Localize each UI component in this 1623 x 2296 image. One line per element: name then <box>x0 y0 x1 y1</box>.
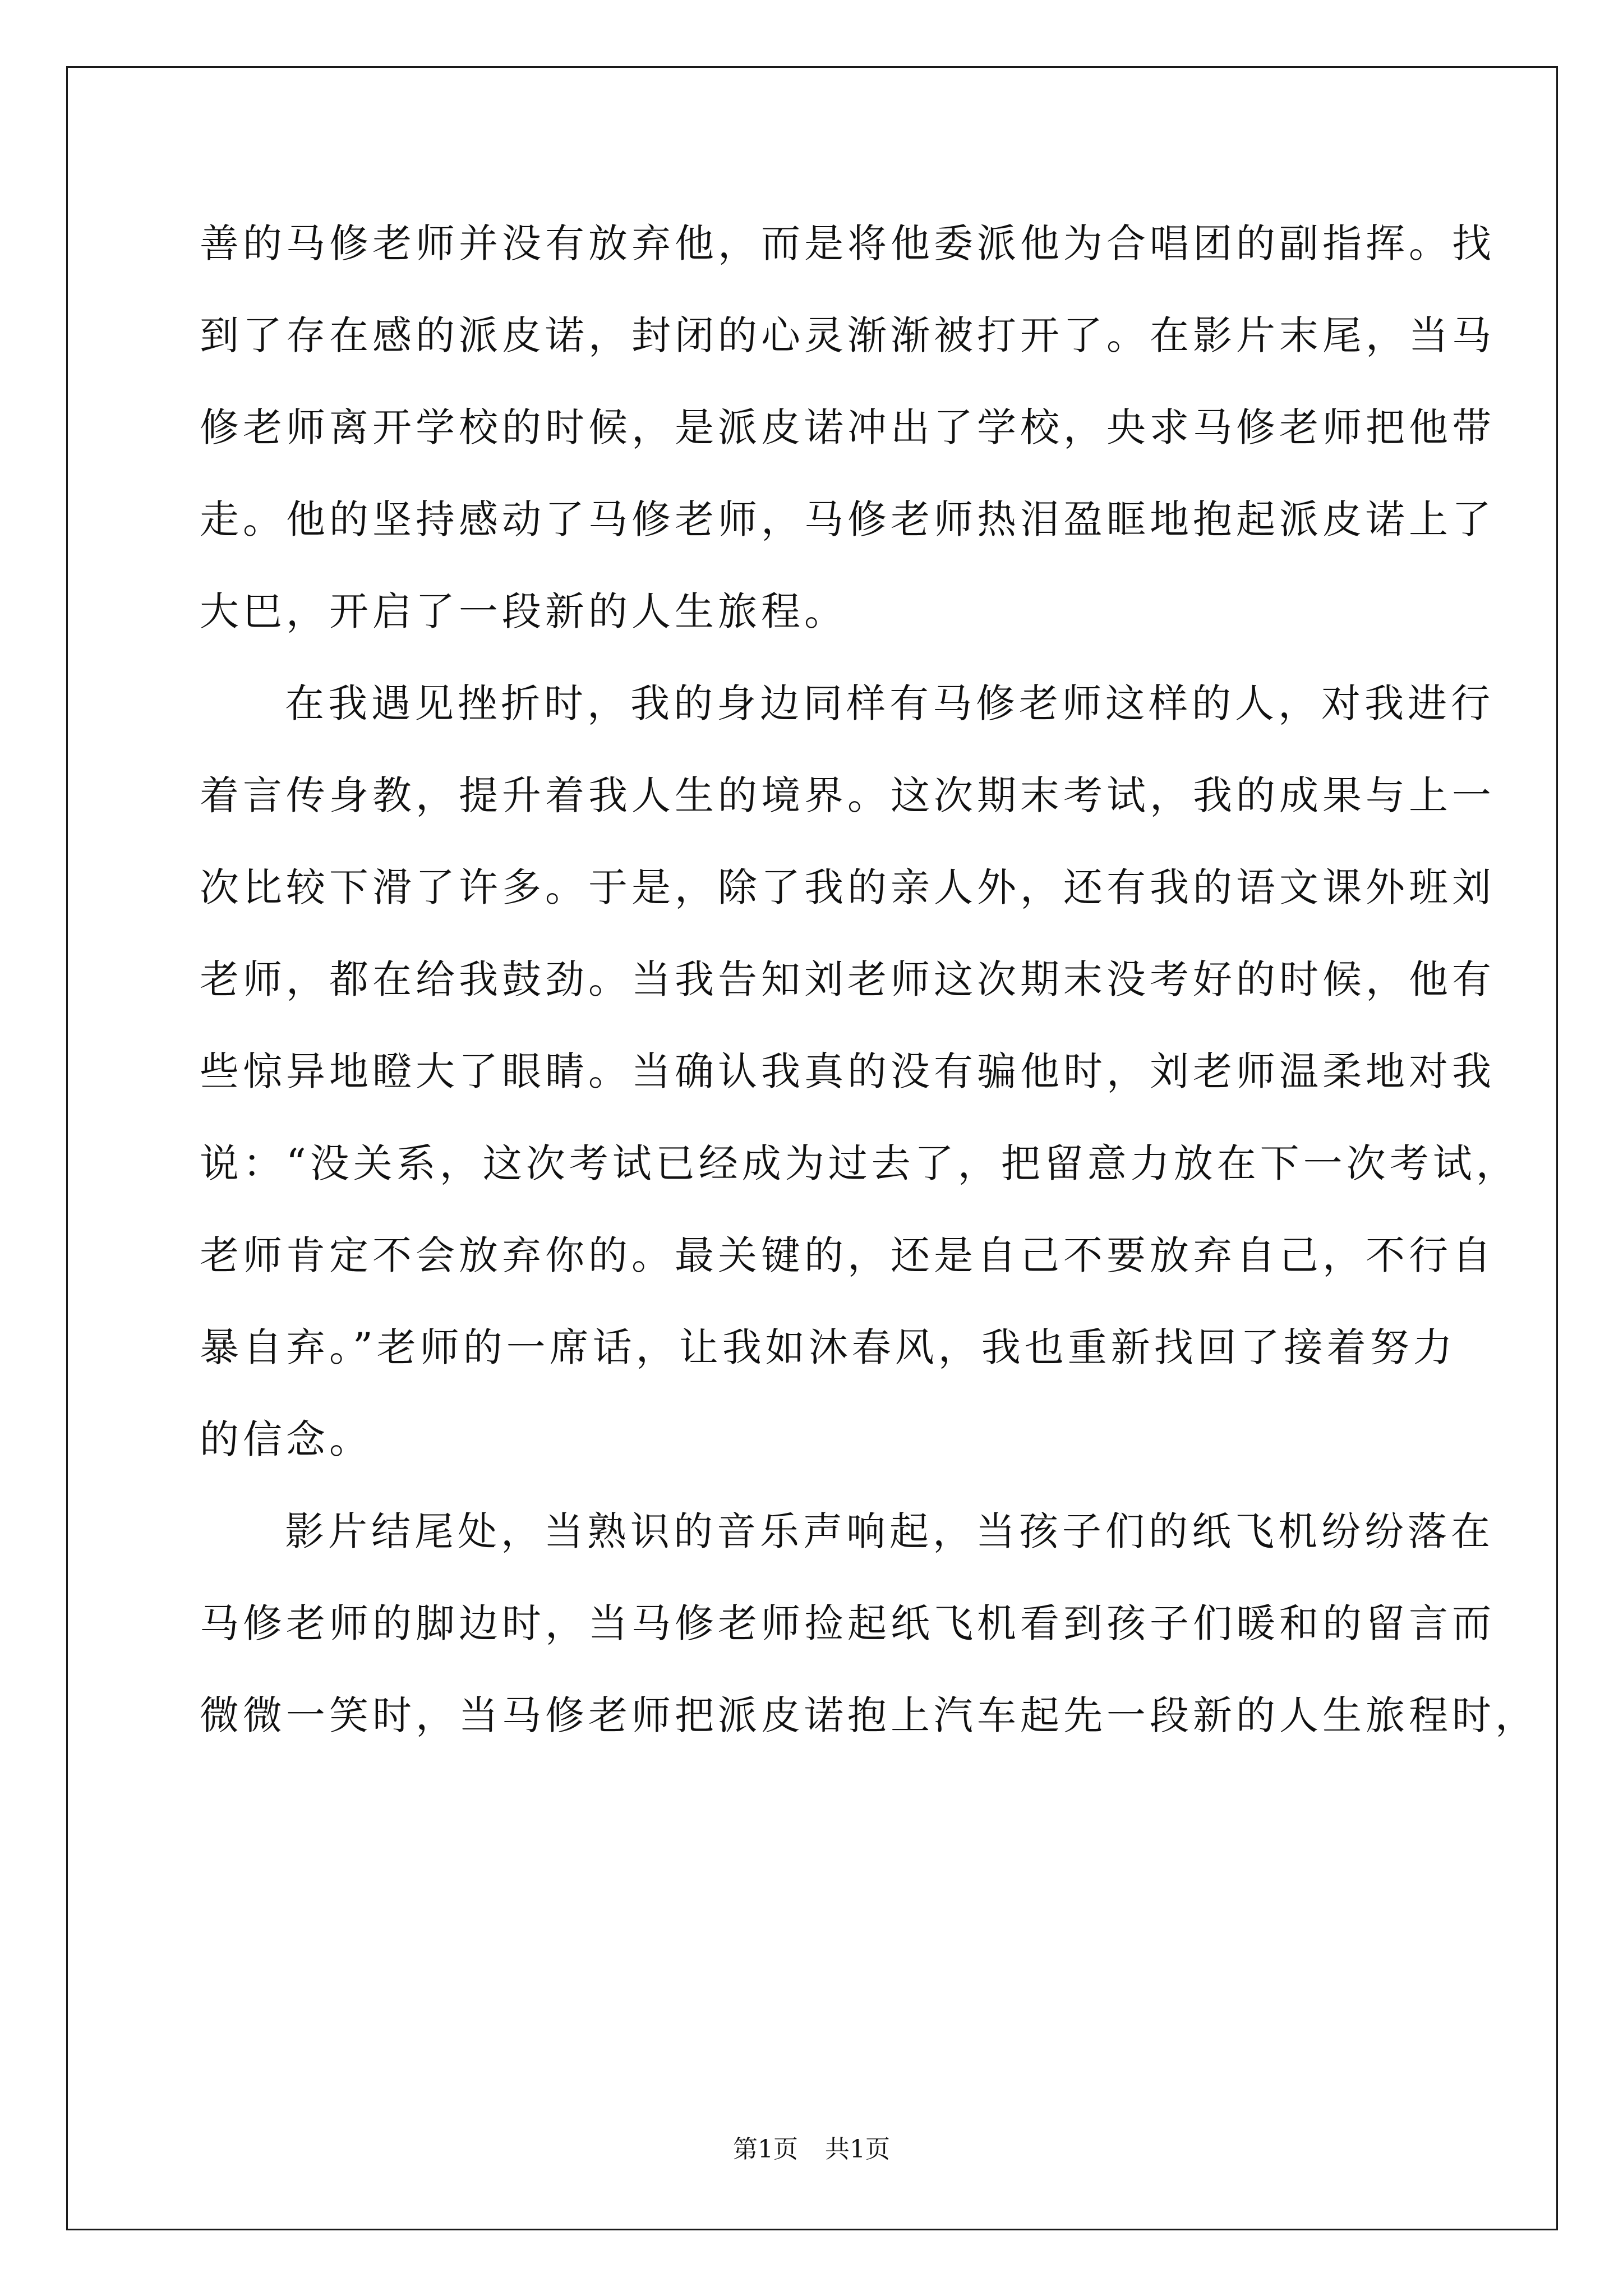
paragraph-start-line: 影片结尾处，当熟识的音乐声响起，当孩子们的纸飞机纷纷落在 <box>285 1508 1494 1554</box>
text-line: 说：“没关系，这次考试已经成为过去了，把留意力放在下一次考试， <box>200 1140 1519 1186</box>
text-line: 大巴，开启了一段新的人生旅程。 <box>200 588 847 634</box>
text-line: 善的马修老师并没有放弃他，而是将他委派他为合唱团的副指挥。找 <box>200 220 1495 266</box>
text-line: 着言传身教，提升着我人生的境界。这次期末考试，我的成果与上一 <box>200 772 1495 818</box>
document-body <box>200 197 1538 1761</box>
text-line: 些惊异地瞪大了眼睛。当确认我真的没有骗他时，刘老师温柔地对我 <box>200 1048 1495 1094</box>
text-line: 修老师离开学校的时候，是派皮诺冲出了学校，央求马修老师把他带 <box>200 404 1495 450</box>
page-total: 共1页 <box>825 2135 890 2164</box>
text-line: 马修老师的脚边时，当马修老师捡起纸飞机看到孩子们暖和的留言而 <box>200 1600 1495 1646</box>
text-line: 次比较下滑了许多。于是，除了我的亲人外，还有我的语文课外班刘 <box>200 864 1495 910</box>
paragraph-start-line: 在我遇见挫折时，我的身边同样有马修老师这样的人，对我进行 <box>285 680 1494 726</box>
text-line: 到了存在感的派皮诺，封闭的心灵渐渐被打开了。在影片末尾，当马 <box>200 312 1495 358</box>
text-line: 暴自弃。”老师的一席话，让我如沐春风，我也重新找回了接着努力 <box>200 1324 1456 1370</box>
text-line: 走。他的坚持感动了马修老师，马修老师热泪盈眶地抱起派皮诺上了 <box>200 496 1495 542</box>
text-line: 微微一笑时，当马修老师把派皮诺抱上汽车起先一段新的人生旅程时， <box>200 1692 1538 1738</box>
page-number: 第1页 <box>733 2135 798 2164</box>
text-line: 老师肯定不会放弃你的。最关键的，还是自己不要放弃自己，不行自 <box>200 1232 1495 1278</box>
page-footer <box>0 2133 1623 2166</box>
text-line: 的信念。 <box>200 1416 372 1462</box>
text-line: 老师，都在给我鼓劲。当我告知刘老师这次期末没考好的时候，他有 <box>200 956 1495 1002</box>
